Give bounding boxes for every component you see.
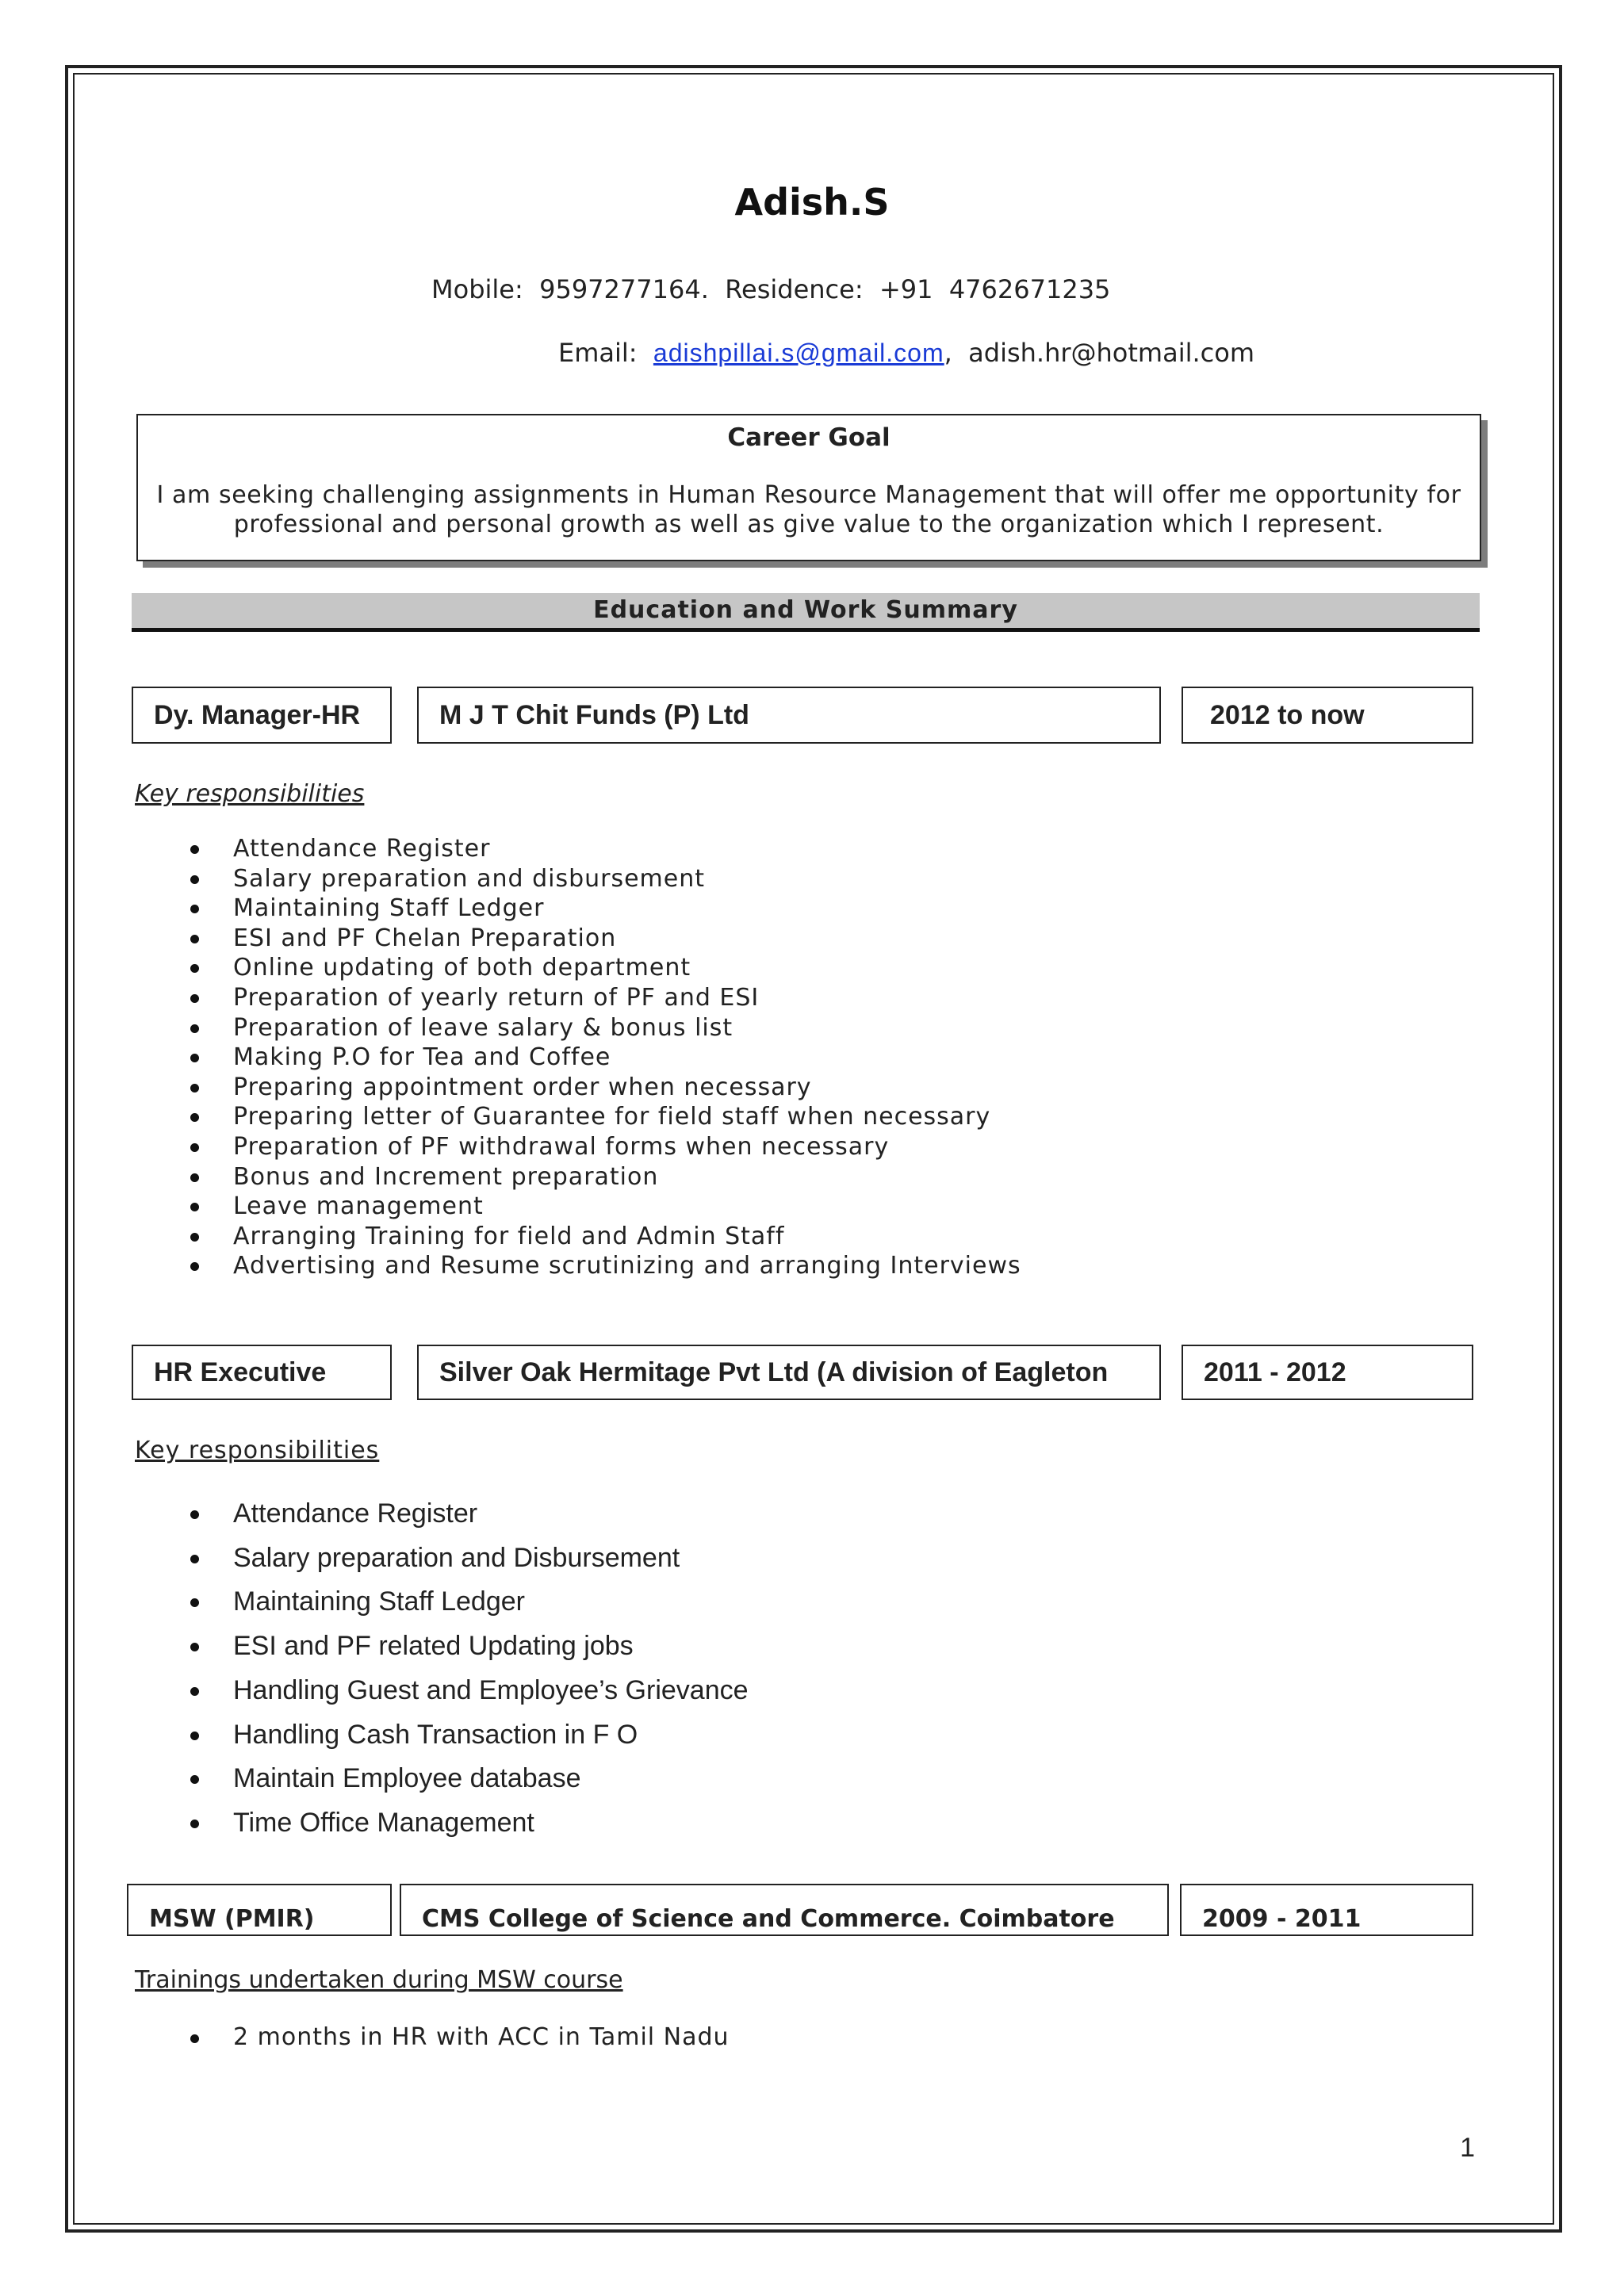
email-label: Email: bbox=[558, 338, 653, 368]
list-item: Preparing letter of Guarantee for field staff when necessary bbox=[135, 1102, 1021, 1132]
candidate-name: Adish.S bbox=[734, 181, 890, 224]
job-1-responsibilities-heading: Key responsibilities bbox=[135, 780, 365, 808]
email-primary-link[interactable]: adishpillai.s@gmail.com bbox=[653, 339, 944, 367]
list-item: Arranging Training for field and Admin Staff bbox=[135, 1222, 1021, 1252]
list-item: Salary preparation and disbursement bbox=[135, 864, 1021, 894]
career-goal-text: I am seeking challenging assignments in Human Resource Management that will offer me opportunity for professional and personal growth as well as give value to the organization which I represent. bbox=[156, 481, 1461, 538]
list-item: Maintaining Staff Ledger bbox=[135, 1580, 749, 1624]
list-item: Salary preparation and Disbursement bbox=[135, 1536, 749, 1581]
list-item: ESI and PF related Updating jobs bbox=[135, 1624, 749, 1669]
list-item: Attendance Register bbox=[135, 834, 1021, 864]
job-1-period: 2012 to now bbox=[1182, 687, 1473, 744]
email-secondary: adish.hr@hotmail.com bbox=[968, 338, 1254, 368]
job-2-responsibilities-heading: Key responsibilities bbox=[135, 1437, 380, 1464]
list-item: Leave management bbox=[135, 1192, 1021, 1222]
trainings-heading: Trainings undertaken during MSW course bbox=[135, 1966, 623, 1994]
list-item: Time Office Management bbox=[135, 1801, 749, 1846]
job-2-role: HR Executive bbox=[132, 1345, 392, 1400]
trainings-list bbox=[135, 2022, 730, 2053]
list-item: Preparation of yearly return of PF and ESI bbox=[135, 983, 1021, 1013]
list-item: Maintain Employee database bbox=[135, 1757, 749, 1801]
job-2-period: 2011 - 2012 bbox=[1182, 1345, 1473, 1400]
career-goal-title: Career Goal bbox=[727, 423, 891, 452]
education-period: 2009 - 2011 bbox=[1180, 1884, 1473, 1936]
job-1-role: Dy. Manager-HR bbox=[132, 687, 392, 744]
job-1-responsibilities-list bbox=[135, 834, 1021, 1281]
job-2-responsibilities-list bbox=[135, 1492, 749, 1846]
job-2-company: Silver Oak Hermitage Pvt Ltd (A division of Eagleton bbox=[417, 1345, 1161, 1400]
list-item: Preparing appointment order when necessary bbox=[135, 1073, 1021, 1103]
job-1-company: M J T Chit Funds (P) Ltd bbox=[417, 687, 1161, 744]
email-separator: , bbox=[944, 338, 969, 368]
list-item: ESI and PF Chelan Preparation bbox=[135, 924, 1021, 954]
list-item: Handling Cash Transaction in F O bbox=[135, 1713, 749, 1758]
list-item: 2 months in HR with ACC in Tamil Nadu bbox=[135, 2022, 730, 2053]
summary-heading: Education and Work Summary bbox=[593, 596, 1018, 624]
list-item: Maintaining Staff Ledger bbox=[135, 894, 1021, 924]
email-row bbox=[558, 338, 1254, 368]
list-item: Advertising and Resume scrutinizing and arranging Interviews bbox=[135, 1251, 1021, 1281]
list-item: Bonus and Increment preparation bbox=[135, 1162, 1021, 1192]
list-item: Handling Guest and Employee’s Grievance bbox=[135, 1669, 749, 1713]
contact-line: Mobile: 9597277164. Residence: +91 4762671235 bbox=[431, 274, 1111, 304]
list-item: Attendance Register bbox=[135, 1492, 749, 1536]
education-degree: MSW (PMIR) bbox=[127, 1884, 392, 1936]
list-item: Preparation of leave salary & bonus list bbox=[135, 1013, 1021, 1043]
list-item: Preparation of PF withdrawal forms when necessary bbox=[135, 1132, 1021, 1162]
list-item: Online updating of both department bbox=[135, 953, 1021, 983]
page-number: 1 bbox=[1460, 2133, 1475, 2163]
list-item: Making P.O for Tea and Coffee bbox=[135, 1043, 1021, 1073]
education-institution: CMS College of Science and Commerce. Coimbatore bbox=[400, 1884, 1169, 1936]
